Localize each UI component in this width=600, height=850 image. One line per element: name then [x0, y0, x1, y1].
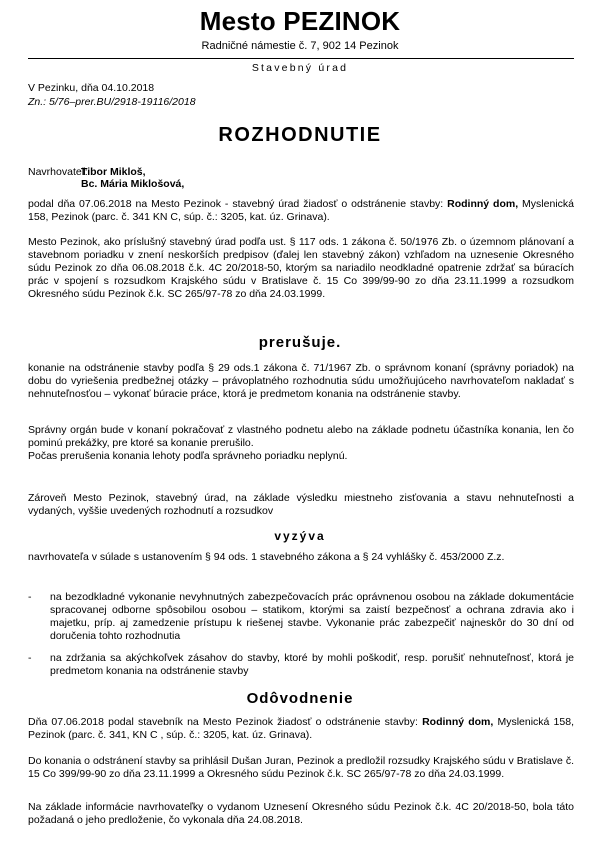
applicant-name: Tibor Mikloš, [81, 166, 146, 178]
reference-number: Zn.: 5/76–prer.BU/2918-19116/2018 [28, 96, 196, 108]
paragraph-interruption: konanie na odstránenie stavby podľa § 29 ods.1 zákona č. 71/1967 Zb. o správnom konaní (správny poriadok) na dobu do vyriešenia predbežnej otázky – právoplatného rozhodnutia súdu umožňujúceho navrhovateľom nakladať s nehnuteľnosťou – vykonať búracie práce, ktorá je predmetom konania na odstránenie stavby. [28, 362, 574, 400]
paragraph-legal-basis: Mesto Pezinok, ako príslušný stavebný úrad podľa ust. § 117 ods. 1 zákona č. 50/1976 Zb. o územnom plánovaní a stavebnom poriadku v znení neskorších predpisov (ďalej len stavebný zákon) vzhľadom na uznesenie Okresného súdu Pezinok zo dňa 06.08.2018 č.k. 4C 20/2018-50, ktorým sa nariadilo neodkladné opatrenie zdržať sa búracích prác v spojení s rozsudkom Krajského súdu v Bratislave č. 15 Co 399/99-90 zo dňa 23.11.1999 a rozsudkom Okresného súdu Pezinok č.k. SC 265/97-78 zo dňa 24.03.1999. [28, 236, 574, 300]
place-date: V Pezinku, dňa 04.10.2018 [28, 82, 155, 94]
office-name: Stavebný úrad [251, 62, 349, 74]
header-divider [28, 58, 574, 59]
applicant-name: Bc. Mária Miklošová, [81, 178, 185, 190]
building-name: Rodinný dom, [422, 716, 494, 728]
section-heading-interrupts: prerušuje. [258, 334, 342, 351]
bullet-text: na zdržania sa akýchkoľvek zásahov do stavby, ktoré by mohli poškodiť, resp. porušiť nehnuteľnosť, ktorá je predmetom konania na odstránenie stavby [50, 652, 574, 677]
municipality-address: Radničné námestie č. 7, 902 14 Pezinok [201, 40, 399, 52]
bullet-text: na bezodkladné vykonanie nevyhnutných zabezpečovacích prác oprávnenou osobou na základe dokumentácie spracovanej odborne spôsobilou osobou – statikom, ktorými sa zaistí bezpečnosť a ochrana zdravia ako i majetku, príp. aj zamedzenie prístupu k riešenej stavbe. Vykonanie prác zabezpečiť najneskôr do 30 dní od doručenia tohto rozhodnutia [50, 591, 574, 642]
municipality-title: Mesto PEZINOK [199, 6, 401, 36]
paragraph-call-basis: navrhovateľa v súlade s ustanovením § 94 ods. 1 stavebného zákona a § 24 vyhlášky č. 453/2000 Z.z. [28, 551, 505, 563]
bullet-dash: - [28, 652, 32, 664]
section-heading-justification: Odôvodnenie [246, 690, 354, 707]
applicant-label: Navrhovateľ: [28, 166, 88, 178]
paragraph-court-resolution: Na základe informácie navrhovateľky o vydanom Uznesení Okresného súdu Pezinok č.k. 4C 20/2018-50, bola táto požadaná o jeho predloženie, čo vykonala dňa 24.08.2018. [28, 801, 574, 826]
paragraph-continuation [28, 424, 574, 463]
paragraph-additionally: Zároveň Mesto Pezinok, stavebný úrad, na základe výsledku miestneho zisťovania a stavu nehnuteľnosti a vydaných, vyššie uvedených rozhodnutí a rozsudkov [28, 492, 574, 517]
paragraph-objection: Do konania o odstránení stavby sa prihlásil Dušan Juran, Pezinok a predložil rozsudky Krajského súdu v Bratislave č. 15 Co 399/99-90 zo dňa 23.11.1999 a Okresného súdu Pezinok č.k. SC 265/97-78 zo dňa 24.03.1999. [28, 755, 574, 780]
paragraph-justification-request: Dňa 07.06.2018 podal stavebník na Mesto Pezinok žiadosť o odstránenie stavby: Rodinný dom, Myslenická 158, Pezinok (parc. č. 341, KN C , súp. č.: 3205, kat. úz. Grinava). [28, 716, 574, 741]
section-heading-calls: vyzýva [274, 529, 326, 543]
continuation-text: Správny orgán bude v konaní pokračovať z vlastného podnetu alebo na základe podnetu účastníka konania, len čo pominú prekážky, pre ktoré sa konanie prerušilo. [28, 424, 574, 449]
document-title: ROZHODNUTIE [218, 124, 382, 146]
building-name: Rodinný dom, [447, 198, 519, 210]
bullet-dash: - [28, 591, 32, 603]
paragraph-request: podal dňa 07.06.2018 na Mesto Pezinok - stavebný úrad žiadosť o odstránenie stavby: Rodinný dom, Myslenická 158, Pezinok (parc. č. 341 KN C, súp. č.: 3205, kat. úz. Grinava). [28, 198, 574, 223]
deadline-note: Počas prerušenia konania lehoty podľa správneho poriadku neplynú. [28, 450, 348, 462]
